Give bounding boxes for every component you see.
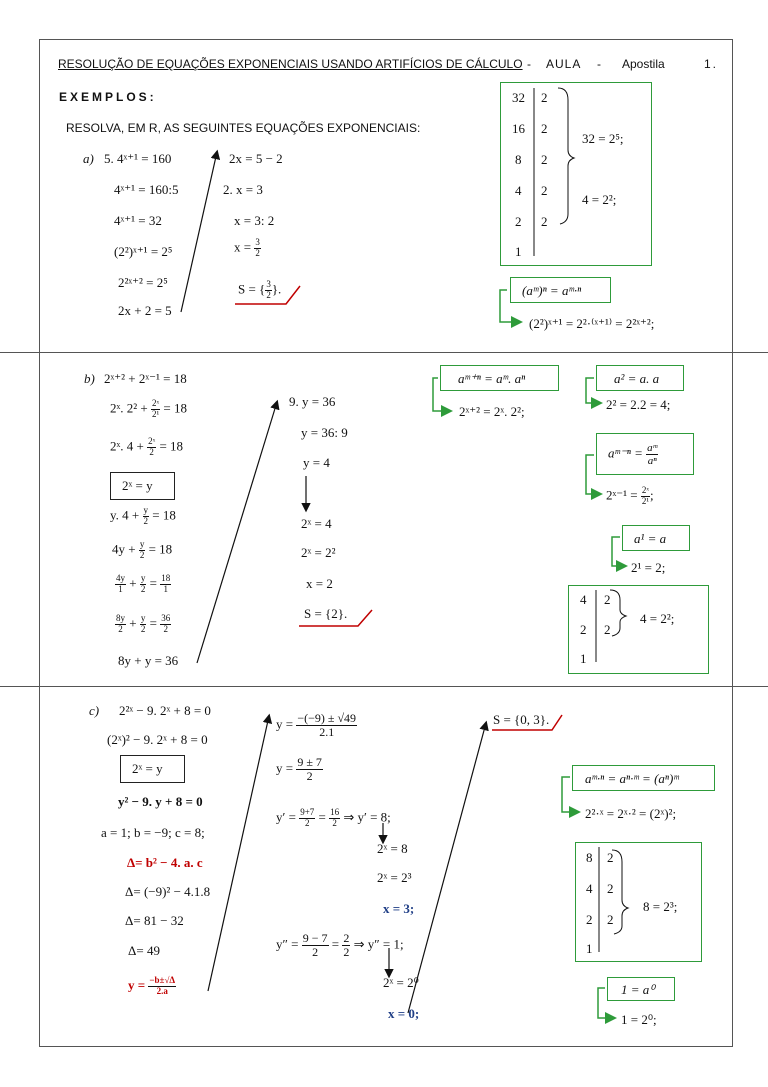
property-result: 2²·ˣ = 2ˣ·² = (2ˣ)²; bbox=[585, 806, 677, 821]
factor-divisor: 2 bbox=[607, 881, 614, 896]
property-result: (2²)ˣ⁺¹ = 2²·⁽ˣ⁺¹⁾ = 2²ˣ⁺²; bbox=[529, 316, 655, 331]
instruction: RESOLVA, EM R, AS SEGUINTES EQUAÇÕES EXPONENCIAIS: bbox=[66, 121, 421, 135]
header-dash: - bbox=[597, 57, 601, 71]
equation-line: Δ= 81 − 32 bbox=[125, 913, 184, 928]
property-formula: (aᵐ)ⁿ = aᵐ·ⁿ bbox=[522, 283, 582, 298]
solution-set: S = { $\frac{3}{2}$ }. bbox=[238, 279, 282, 300]
factor-result: 8 = 2³; bbox=[643, 899, 678, 914]
equation-line: (2²)ˣ⁺¹ = 2⁵ bbox=[114, 244, 173, 259]
substitution-text: 2ˣ = y bbox=[122, 478, 153, 493]
equation-line: x = $\frac{3}{2}$ bbox=[234, 237, 260, 258]
factor-number: 4 bbox=[586, 881, 593, 896]
factor-divisor: 2 bbox=[607, 912, 614, 927]
equation-line: 8y + y = 36 bbox=[118, 653, 179, 668]
equation-line: 2ˣ = 2³ bbox=[377, 870, 412, 885]
header-title: RESOLUÇÃO DE EQUAÇÕES EXPONENCIAIS USANDO ARTIFÍCIOS DE CÁLCULO bbox=[58, 57, 523, 71]
equation-line: y = 36: 9 bbox=[301, 425, 348, 440]
factor-divisor: 2 bbox=[541, 121, 548, 136]
equation-line: 2ˣ⁺² + 2ˣ⁻¹ = 18 bbox=[104, 371, 187, 386]
equation-line: y. 4 + $\frac{y}{2}$ = 18 bbox=[110, 505, 176, 526]
factor-number: 4 bbox=[580, 592, 587, 607]
root-value: x = 3; bbox=[383, 901, 415, 916]
equation-line: y² − 9. y + 8 = 0 bbox=[118, 794, 203, 809]
solution-set: S = {2}. bbox=[304, 606, 348, 621]
equation-line: y″ = $\frac{9 - 7}{2}$ = $\frac{2}{2}$ ⇒ y″ = 1; bbox=[276, 931, 404, 960]
coefficients: a = 1; b = −9; c = 8; bbox=[101, 825, 205, 840]
factor-result: 4 = 2²; bbox=[582, 192, 617, 207]
equation-line: 2ˣ. 2² + $\frac{\text{2ˣ}}{\text{2¹}}$ = 18 bbox=[110, 398, 187, 419]
equation-line: 2x = 5 − 2 bbox=[229, 151, 283, 166]
factor-number: 2 bbox=[580, 622, 587, 637]
factor-divisor: 2 bbox=[541, 183, 548, 198]
item-label-c: c) bbox=[89, 703, 100, 718]
property-result: 2ˣ⁻¹ = $\frac{\text{2ˣ}}{\text{2¹}}$ ; bbox=[606, 485, 654, 506]
property-formula: 1 = a⁰ bbox=[621, 982, 655, 997]
property-result: 1 = 2⁰; bbox=[621, 1012, 657, 1027]
factor-number: 2 bbox=[586, 912, 593, 927]
bhaskara-formula: y = $\frac{-b\pm√\Delta}{2.a}$ bbox=[128, 975, 176, 996]
factor-number: 2 bbox=[515, 214, 522, 229]
equation-line: Δ= (−9)² − 4.1.8 bbox=[125, 884, 211, 899]
factor-divisor: 2 bbox=[541, 152, 548, 167]
factor-number: 1 bbox=[586, 941, 593, 956]
equation-line: 4ˣ⁺¹ = 160:5 bbox=[114, 182, 179, 197]
factor-divisor: 2 bbox=[541, 214, 548, 229]
braces bbox=[558, 88, 628, 934]
factor-divisor: 2 bbox=[604, 622, 611, 637]
solution-underline bbox=[235, 286, 562, 730]
solution-set: S = {0, 3}. bbox=[493, 712, 550, 727]
factor-number: 16 bbox=[512, 121, 525, 136]
factor-number: 32 bbox=[512, 90, 525, 105]
property-formula: a² = a. a bbox=[614, 371, 660, 386]
factor-number: 4 bbox=[515, 183, 522, 198]
property-formula: aᵐ⁻ⁿ = $\frac{\text{aᵐ}}{\text{aⁿ}}$ bbox=[608, 442, 658, 468]
equation-line: 2ˣ = 2⁰ bbox=[383, 975, 419, 990]
property-result: 2² = 2.2 = 4; bbox=[606, 397, 671, 412]
factor-number: 8 bbox=[586, 850, 593, 865]
factor-divisor: 2 bbox=[541, 90, 548, 105]
property-formula: a¹ = a bbox=[634, 531, 667, 546]
factor-number: 1 bbox=[580, 651, 587, 666]
equation-line: 2²ˣ⁺² = 2⁵ bbox=[118, 275, 168, 290]
equation-line: 2ˣ = 8 bbox=[377, 841, 408, 856]
equation-line: 9. y = 36 bbox=[289, 394, 336, 409]
property-result: 2¹ = 2; bbox=[631, 560, 666, 575]
equation-line: y′ = $\frac{9+7}{2}$ = $\frac{16}{2}$ ⇒ y′ = 8; bbox=[276, 807, 391, 828]
equation-line: $\frac{4y}{1}$ + $\frac{y}{2}$ = $\frac{18}{1}$ bbox=[116, 573, 171, 594]
equation-line: x = 2 bbox=[306, 576, 333, 591]
equation-line: y = 4 bbox=[303, 455, 330, 470]
factor-lines bbox=[534, 88, 599, 952]
equation-line: 2. x = 3 bbox=[223, 182, 263, 197]
property-result: 2ˣ⁺² = 2ˣ. 2²; bbox=[459, 404, 525, 419]
equation-line: y = $\frac{-(-9) \pm √49}{2.1}$ bbox=[276, 711, 357, 740]
equation-line: 4ˣ⁺¹ = 32 bbox=[114, 213, 162, 228]
factor-number: 1 bbox=[515, 244, 522, 259]
factor-result: 4 = 2²; bbox=[640, 611, 675, 626]
property-formula: aᵐ⁺ⁿ = aᵐ. aⁿ bbox=[458, 371, 526, 386]
equation-line: $\frac{8y}{2}$ + $\frac{y}{2}$ = $\frac{36}{2}$ bbox=[116, 613, 171, 634]
equation-line: y = $\frac{9 \pm 7}{2}$ bbox=[276, 755, 322, 784]
header-dash: - bbox=[527, 57, 531, 71]
factor-number: 8 bbox=[515, 152, 522, 167]
equation-line: (2ˣ)² − 9. 2ˣ + 8 = 0 bbox=[107, 732, 208, 747]
equation-line: Δ= 49 bbox=[128, 943, 160, 958]
header-apostila: Apostila bbox=[622, 57, 665, 71]
property-formula: aᵐ·ⁿ = aⁿ·ᵐ = (aⁿ)ᵐ bbox=[585, 771, 679, 786]
item-label-b: b) bbox=[84, 371, 95, 386]
factor-result: 32 = 2⁵; bbox=[582, 131, 624, 146]
factor-divisor: 2 bbox=[604, 592, 611, 607]
equation-line: 5. 4ˣ⁺¹ = 160 bbox=[104, 151, 172, 166]
equation-line: 4y + $\frac{y}{2}$ = 18 bbox=[112, 539, 173, 560]
equation-line: 2ˣ = 2² bbox=[301, 545, 336, 560]
header-page-number: 1. bbox=[704, 57, 719, 71]
equation-line: x = 3: 2 bbox=[234, 213, 275, 228]
factor-divisor: 2 bbox=[607, 850, 614, 865]
equation-line: 2ˣ. 4 + $\frac{\text{2ˣ}}{2}$ = 18 bbox=[110, 436, 184, 457]
flow-arrow bbox=[181, 152, 486, 1013]
item-label-a: a) bbox=[83, 151, 94, 166]
discriminant-formula: Δ= b² − 4. a. c bbox=[127, 855, 203, 870]
equation-line: 2x + 2 = 5 bbox=[118, 303, 172, 318]
root-value: x = 0; bbox=[388, 1006, 420, 1021]
equation-line: 2²ˣ − 9. 2ˣ + 8 = 0 bbox=[119, 703, 211, 718]
substitution-text: 2ˣ = y bbox=[132, 761, 163, 776]
equation-line: 2ˣ = 4 bbox=[301, 516, 332, 531]
header-aula: AULA bbox=[546, 57, 582, 71]
examples-label: EXEMPLOS: bbox=[59, 90, 157, 104]
